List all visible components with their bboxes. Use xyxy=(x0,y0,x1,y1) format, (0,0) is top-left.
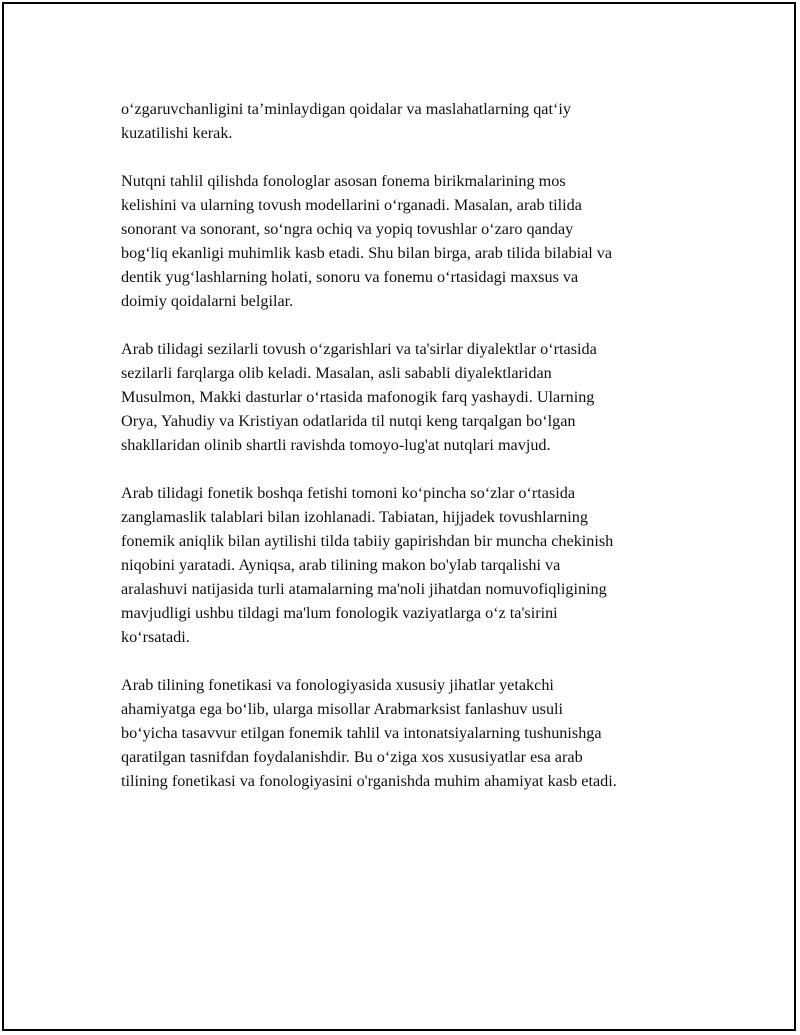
paragraph-2: Nutqni tahlil qilishda fonologlar asosan fonema birikmalarining mos kelishini va ularning tovush modellarini o‘rganadi. Masalan, arab tilida sonorant va sonorant, so‘ngra ochiq va yopiq tovushlar o‘zaro qanday bog‘liq ekanligi muhimlik kasb etadi. Shu bilan birga, arab tilida bilabial va dentik yug‘lashlarning holati, sonoru va fonemu o‘rtasidagi maxsus va doimiy qoidalarni belgilar. xyxy=(121,172,613,310)
paragraph-1: o‘zgaruvchanligini ta’minlaydigan qoidalar va maslahatlarning qat‘iy kuzatilishi kerak. xyxy=(121,100,571,142)
paragraph-5: Arab tilining fonetikasi va fonologiyasida xususiy jihatlar yetakchi ahamiyatga ega bo‘lib, ularga misollar Arabmarksist fanlashuv usuli bo‘yicha tasavvur etilgan fonemik tahlil va intonatsiyalarning tushunishga qaratilgan tasnifdan foydalanishdir. Bu o‘ziga xos xususiyatlar esa arab tilining fonetikasi va fonologiyasini o'rganishda muhim ahamiyat kasb etadi. xyxy=(121,676,617,790)
paragraph-3: Arab tilidagi sezilarli tovush o‘zgarishlari va ta'sirlar diyalektlar o‘rtasida sezilarli farqlarga olib keladi. Masalan, asli sababli diyalektlaridan Musulmon, Makki dasturlar o‘rtasida mafonogik farq yashaydi. Ularning Orya, Yahudiy va Kristiyan odatlarida til nutqi keng tarqalgan bo‘lgan shakllaridan olinib shartli ravishda tomoyo-lug'at nutqlari mavjud. xyxy=(121,340,597,454)
paragraph-4: Arab tilidagi fonetik boshqa fetishi tomoni ko‘pincha so‘zlar o‘rtasida zanglamaslik talablari bilan izohlanadi. Tabiatan, hijjadek tovushlarning fonemik aniqlik bilan aytilishi tilda tabiiy gapirishdan bir muncha chekinish niqobini yaratadi. Ayniqsa, arab tilining makon bo'ylab tarqalishi va aralashuvi natijasida turli atamalarning ma'noli jihatdan nomuvofiqligining mavjudligi ushbu tildagi ma'lum fonologik vaziyatlarga o‘z ta'sirini ko‘rsatadi. xyxy=(121,484,614,646)
document-body xyxy=(121,97,691,817)
page-frame xyxy=(2,2,796,1031)
